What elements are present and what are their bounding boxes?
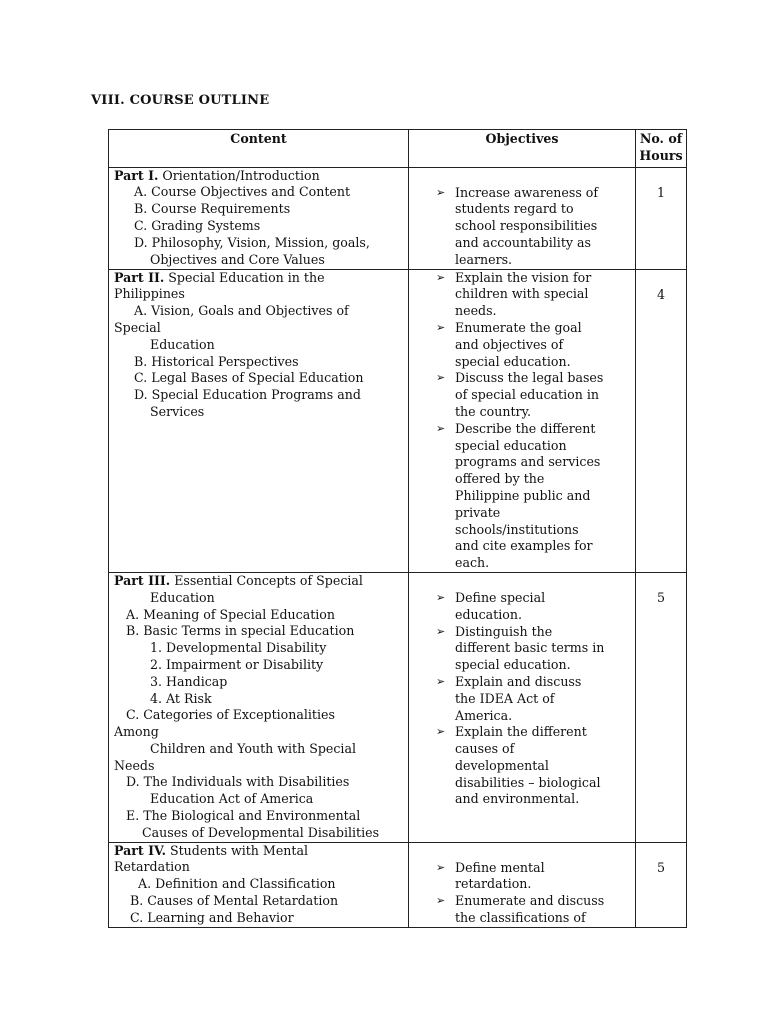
objective-line: programs and services: [455, 454, 601, 470]
outline-row: [109, 842, 687, 927]
objective-line: the country.: [455, 403, 532, 419]
objective-line: Explain the vision for: [455, 269, 592, 285]
objective-line: Enumerate and discuss: [455, 893, 605, 909]
objective-line: retardation.: [455, 876, 532, 892]
objective-item: [409, 674, 631, 724]
objective-line: special education.: [455, 353, 571, 369]
hours-value: 4: [656, 286, 665, 302]
arrow-bullet-icon: ➢: [436, 185, 446, 199]
objective-line: Explain and discuss: [455, 673, 582, 689]
content-line: C. Categories of Exceptionalities: [114, 707, 335, 723]
part-title-text: Essential Concepts of Special: [170, 572, 363, 588]
objective-line: Increase awareness of: [455, 184, 599, 200]
arrow-bullet-icon: ➢: [436, 320, 446, 334]
arrow-bullet-icon: ➢: [436, 590, 446, 604]
objective-item: [409, 893, 631, 927]
objective-line: Philippine public and: [455, 487, 591, 503]
content-line: 3. Handicap: [114, 673, 228, 689]
hours-value: 5: [656, 589, 665, 605]
objective-text: [455, 893, 631, 927]
objective-line: schools/institutions: [455, 521, 579, 537]
part-title-text: Special Education in the: [164, 269, 325, 285]
objective-text: [455, 421, 631, 572]
hours-header-line1: No. of: [639, 131, 683, 146]
content-line: C. Learning and Behavior: [114, 909, 294, 925]
content-line: Among: [114, 724, 159, 740]
part-title-line: [114, 590, 406, 607]
outline-body: [109, 167, 687, 927]
objective-line: developmental: [455, 757, 549, 773]
part-title-text: Orientation/Introduction: [158, 167, 320, 183]
part-title-line: [114, 270, 406, 287]
objective-line: the classifications of: [455, 910, 586, 926]
objective-line: offered by the: [455, 471, 545, 487]
objective-text: [455, 590, 631, 624]
content-line: E. The Biological and Environmental: [114, 808, 361, 824]
content-line: Needs: [114, 757, 155, 773]
objective-line: Enumerate the goal: [455, 319, 582, 335]
content-line: Services: [114, 403, 205, 419]
objectives-cell: [409, 167, 636, 269]
part-label: Part II.: [114, 269, 165, 285]
content-cell: [109, 167, 409, 269]
objective-text: [455, 674, 631, 724]
content-line: Objectives and Core Values: [114, 251, 325, 267]
objective-line: the IDEA Act of: [455, 690, 555, 706]
part-title-line: [114, 859, 406, 876]
content-line: C. Legal Bases of Special Education: [114, 370, 364, 386]
content-line: 1. Developmental Disability: [114, 640, 327, 656]
objective-item: [409, 860, 631, 894]
hours-value: 1: [656, 184, 665, 200]
section-heading: VIII. COURSE OUTLINE: [91, 93, 270, 108]
objectives-cell: [409, 269, 636, 572]
outline-row: [109, 572, 687, 842]
content-line: D. Philosophy, Vision, Mission, goals,: [114, 234, 370, 250]
objective-line: and cite examples for: [455, 538, 593, 554]
arrow-bullet-icon: ➢: [436, 674, 446, 688]
objective-item: [409, 320, 631, 370]
objective-line: education.: [455, 606, 522, 622]
arrow-bullet-icon: ➢: [436, 860, 446, 874]
hours-cell: [636, 572, 687, 842]
arrow-bullet-icon: ➢: [436, 894, 446, 908]
objective-line: Discuss the legal bases: [455, 370, 604, 386]
content-cell: [109, 842, 409, 927]
content-line: B. Course Requirements: [114, 201, 291, 217]
content-line: Education Act of America: [114, 791, 314, 807]
outline-row: [109, 269, 687, 572]
objective-line: needs.: [455, 303, 497, 319]
content-line: A. Definition and Classification: [114, 876, 336, 892]
content-line: B. Causes of Mental Retardation: [114, 893, 339, 909]
objective-line: and accountability as: [455, 234, 591, 250]
part-title-line: [114, 843, 406, 860]
content-line: 2. Impairment or Disability: [114, 656, 324, 672]
hours-cell: [636, 269, 687, 572]
objective-line: learners.: [455, 251, 513, 267]
content-column-header: Content: [109, 130, 409, 168]
objective-line: children with special: [455, 286, 589, 302]
part-title-line: [114, 168, 406, 185]
objectives-list: [409, 860, 631, 927]
arrow-bullet-icon: ➢: [436, 270, 446, 284]
objective-line: Distinguish the: [455, 623, 553, 639]
content-line: B. Basic Terms in special Education: [114, 623, 355, 639]
part-label: Part IV.: [114, 842, 166, 858]
content-line: B. Historical Perspectives: [114, 353, 299, 369]
objective-line: disabilities – biological: [455, 774, 601, 790]
objective-line: special education.: [455, 657, 571, 673]
content-cell: [109, 572, 409, 842]
content-line: D. The Individuals with Disabilities: [114, 774, 350, 790]
part-title-line: [114, 286, 406, 303]
objective-item: [409, 724, 631, 808]
objective-text: [455, 860, 631, 894]
arrow-bullet-icon: ➢: [436, 371, 446, 385]
part-title-text: Retardation: [114, 859, 190, 875]
objective-line: Define mental: [455, 859, 545, 875]
objective-item: [409, 624, 631, 674]
content-line: D. Special Education Programs and: [114, 387, 361, 403]
hours-cell: [636, 842, 687, 927]
objective-text: [455, 270, 631, 320]
part-title-text: Education: [114, 589, 215, 605]
header-row: [109, 130, 687, 168]
objective-line: Describe the different: [455, 420, 596, 436]
objective-item: [409, 421, 631, 572]
arrow-bullet-icon: ➢: [436, 624, 446, 638]
objective-item: [409, 590, 631, 624]
objective-line: America.: [455, 707, 513, 723]
objectives-list: [409, 270, 631, 572]
objective-text: [455, 370, 631, 420]
part-title-text: Philippines: [114, 286, 185, 302]
content-line: Education: [114, 336, 215, 352]
objective-text: [455, 185, 631, 269]
course-outline-table: [108, 129, 687, 928]
hours-value: 5: [656, 859, 665, 875]
objective-line: Explain the different: [455, 724, 587, 740]
part-label: Part III.: [114, 572, 171, 588]
objective-line: different basic terms in: [455, 640, 605, 656]
objectives-list: [409, 185, 631, 269]
objective-line: of special education in: [455, 387, 599, 403]
objectives-column-header: Objectives: [409, 130, 636, 168]
part-title-text: Students with Mental: [165, 842, 308, 858]
hours-header-line2: Hours: [639, 147, 683, 163]
content-line: A. Meaning of Special Education: [114, 606, 335, 622]
objective-item: [409, 185, 631, 269]
hours-cell: [636, 167, 687, 269]
objectives-cell: [409, 572, 636, 842]
arrow-bullet-icon: ➢: [436, 725, 446, 739]
part-title-line: [114, 573, 406, 590]
content-line: A. Course Objectives and Content: [114, 184, 351, 200]
objectives-list: [409, 590, 631, 808]
objective-line: private: [455, 504, 501, 520]
objective-item: [409, 270, 631, 320]
content-line: Causes of Developmental Disabilities: [114, 824, 380, 840]
content-line: A. Vision, Goals and Objectives of: [114, 303, 349, 319]
objective-line: students regard to: [455, 201, 574, 217]
content-line: 4. At Risk: [114, 690, 212, 706]
objective-line: special education: [455, 437, 567, 453]
objectives-cell: [409, 842, 636, 927]
objective-item: [409, 370, 631, 420]
content-cell: [109, 269, 409, 572]
objective-line: causes of: [455, 741, 515, 757]
objective-line: Define special: [455, 589, 546, 605]
arrow-bullet-icon: ➢: [436, 421, 446, 435]
objective-text: [455, 624, 631, 674]
content-line: Children and Youth with Special: [114, 740, 356, 756]
part-label: Part I.: [114, 167, 159, 183]
hours-column-header: [636, 130, 687, 168]
objective-line: and objectives of: [455, 336, 564, 352]
content-line: C. Grading Systems: [114, 217, 261, 233]
objective-line: and environmental.: [455, 791, 580, 807]
outline-row: [109, 167, 687, 269]
objective-line: school responsibilities: [455, 218, 598, 234]
objective-text: [455, 724, 631, 808]
objective-text: [455, 320, 631, 370]
objective-line: each.: [455, 555, 490, 571]
content-line: Special: [114, 319, 161, 335]
